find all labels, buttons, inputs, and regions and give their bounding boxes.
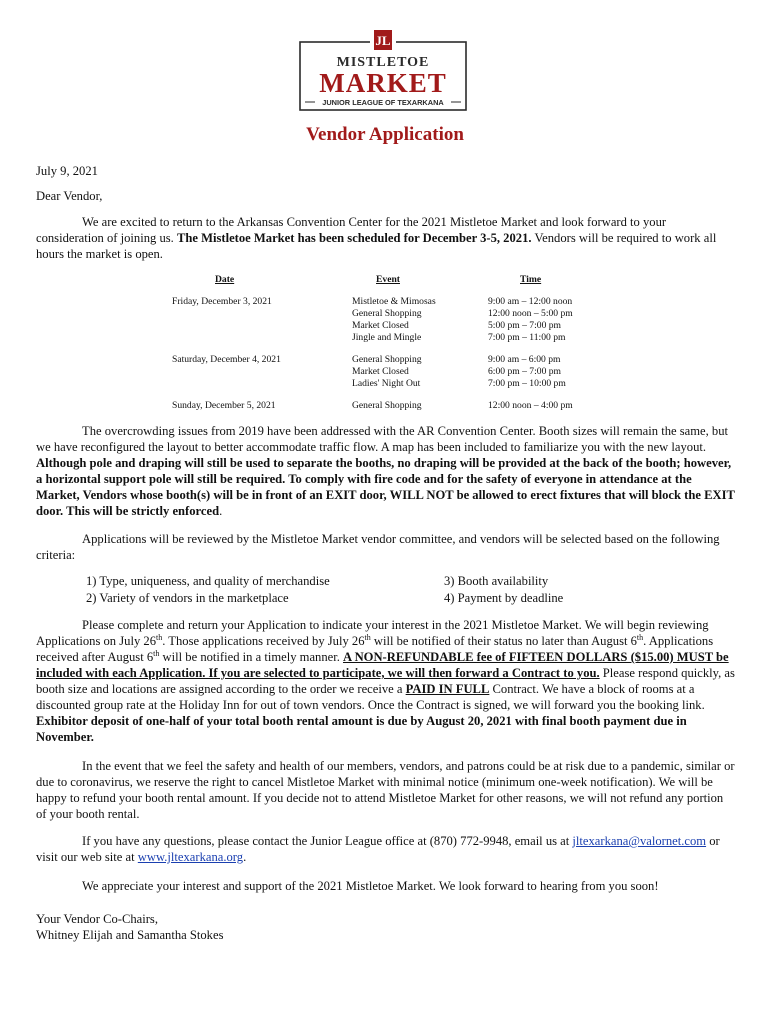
schedule-date: Saturday, December 4, 2021	[172, 354, 281, 365]
schedule-time: 9:00 am – 6:00 pm	[488, 354, 561, 365]
schedule-events	[352, 354, 422, 390]
schedule-events	[352, 296, 436, 344]
criteria-item: 4) Payment by deadline	[444, 591, 564, 605]
criteria-item: 2) Variety of vendors in the marketplace	[86, 591, 289, 605]
closing: Your Vendor Co-Chairs,	[36, 912, 158, 926]
schedule-event: General Shopping	[352, 308, 422, 319]
criteria-intro-paragraph: Applications will be reviewed by the Mistletoe Market vendor committee, and vendors will be selected based on the following criteria:	[36, 532, 720, 562]
contact-paragraph: If you have any questions, please contact the Junior League office at (870) 772-9948, email us at jltexarkana@valornet.com or visit our web site at www.jltexarkana.org.	[36, 834, 720, 864]
schedule-event: Market Closed	[352, 320, 409, 331]
schedule-time: 5:00 pm – 7:00 pm	[488, 320, 562, 331]
logo-graphic	[299, 28, 467, 112]
schedule-header-time: Time	[520, 274, 542, 285]
criteria-item: 1) Type, uniqueness, and quality of merchandise	[86, 574, 330, 588]
review-paragraph: Please complete and return your Application to indicate your interest in the 2021 Mistletoe Market. We will begin reviewing Applications on July 26th. Those applications received by July 26th will be notified of their status no later than August 6th. Applications received after August 6th will be notified in a timely manner. A NON-REFUNDABLE fee of FIFTEEN DOLLARS ($15.00) MUST be included with each Application. If you are selected to participate, we will then forward a Contract to you. Please respond quickly, as booth size and locations are assigned according to the order we receive a PAID IN FULL Contract. We have a block of rooms at a discounted group rate at the Holiday Inn for out of town vendors. Once the Contract is signed, we will forward you the booking link. Exhibitor deposit of one-half of your total booth rental amount is due by August 20, 2021 with final booth payment due in November.	[36, 618, 735, 744]
schedule-time: 9:00 am – 12:00 noon	[488, 296, 573, 307]
schedule-date: Friday, December 3, 2021	[172, 296, 272, 307]
schedule-time: 12:00 noon – 5:00 pm	[488, 308, 573, 319]
paid-in-full: PAID IN FULL	[405, 682, 490, 696]
thanks-paragraph: We appreciate your interest and support of the 2021 Mistletoe Market. We look forward to hearing from you soon!	[82, 879, 659, 893]
schedule-event: Ladies' Night Out	[352, 378, 421, 389]
schedule-time: 7:00 pm – 11:00 pm	[488, 332, 566, 343]
schedule-header-event: Event	[376, 274, 400, 285]
document-title: Vendor Application	[306, 124, 464, 145]
schedule-time: 12:00 noon – 4:00 pm	[488, 400, 573, 411]
schedule-header-date: Date	[215, 274, 235, 285]
schedule-event: General Shopping	[352, 400, 422, 411]
schedule-event: General Shopping	[352, 354, 422, 365]
mistletoe-market-logo	[299, 28, 467, 112]
criteria-item: 3) Booth availability	[444, 574, 549, 588]
email-link[interactable]: jltexarkana@valornet.com	[572, 834, 707, 848]
schedule-event: Mistletoe & Mimosas	[352, 296, 436, 307]
letter-date: July 9, 2021	[36, 164, 98, 178]
schedule-event: Jingle and Mingle	[352, 332, 422, 343]
overcrowding-paragraph: The overcrowding issues from 2019 have been addressed with the AR Convention Center. Booth sizes will remain the same, but we have reconfigured the layout to better accommodate traffic flow. A map has been included to familiarize you with the new layout. Although pole and draping will still be used to separate the booths, no draping will be provided at the back of the booth; however, a horizontal support pole will still be required. To comply with fire code and for the safety of everyone in attendance at the Market, Vendors whose booth(s) will be in front of an EXIT door, WILL NOT be allowed to erect fixtures that will block the EXIT door. This will be strictly enforced.	[36, 424, 735, 518]
logo-line1: MISTLETOE	[336, 55, 430, 70]
fee-notice: A NON-REFUNDABLE fee of FIFTEEN DOLLARS ($15.00) MUST be included with each Application. If you are selected to participate, we will then forward a Contract to you.	[36, 650, 729, 680]
schedule-date: Sunday, December 5, 2021	[172, 400, 276, 411]
logo-monogram: JL	[375, 33, 391, 48]
jl-monogram-icon	[374, 30, 392, 50]
schedule-time: 6:00 pm – 7:00 pm	[488, 366, 562, 377]
website-link[interactable]: www.jltexarkana.org	[137, 850, 244, 864]
salutation: Dear Vendor,	[36, 189, 103, 203]
schedule-time: 7:00 pm – 10:00 pm	[488, 378, 566, 389]
intro-paragraph: We are excited to return to the Arkansas Convention Center for the 2021 Mistletoe Market and look forward to your consideration of joining us. The Mistletoe Market has been scheduled for December 3-5, 2021. Vendors will be required to work all hours the market is open.	[36, 215, 717, 261]
schedule-event: Market Closed	[352, 366, 409, 377]
pandemic-paragraph: In the event that we feel the safety and health of our members, vendors, and patrons could be at risk due to a pandemic, similar or due to coronavirus, we reserve the right to cancel Mistletoe Market with minimal notice (minimum one-week notification). We will be happy to refund your booth rental amount. If you decide not to attend Mistletoe Market for other reasons, we will not refund any portion of your booth rental.	[36, 759, 735, 821]
logo-line2: MARKET	[319, 68, 447, 98]
signers: Whitney Elijah and Samantha Stokes	[36, 928, 224, 942]
logo-line3: JUNIOR LEAGUE OF TEXARKANA	[322, 98, 444, 107]
schedule-times	[488, 354, 566, 390]
schedule-times	[488, 296, 573, 344]
